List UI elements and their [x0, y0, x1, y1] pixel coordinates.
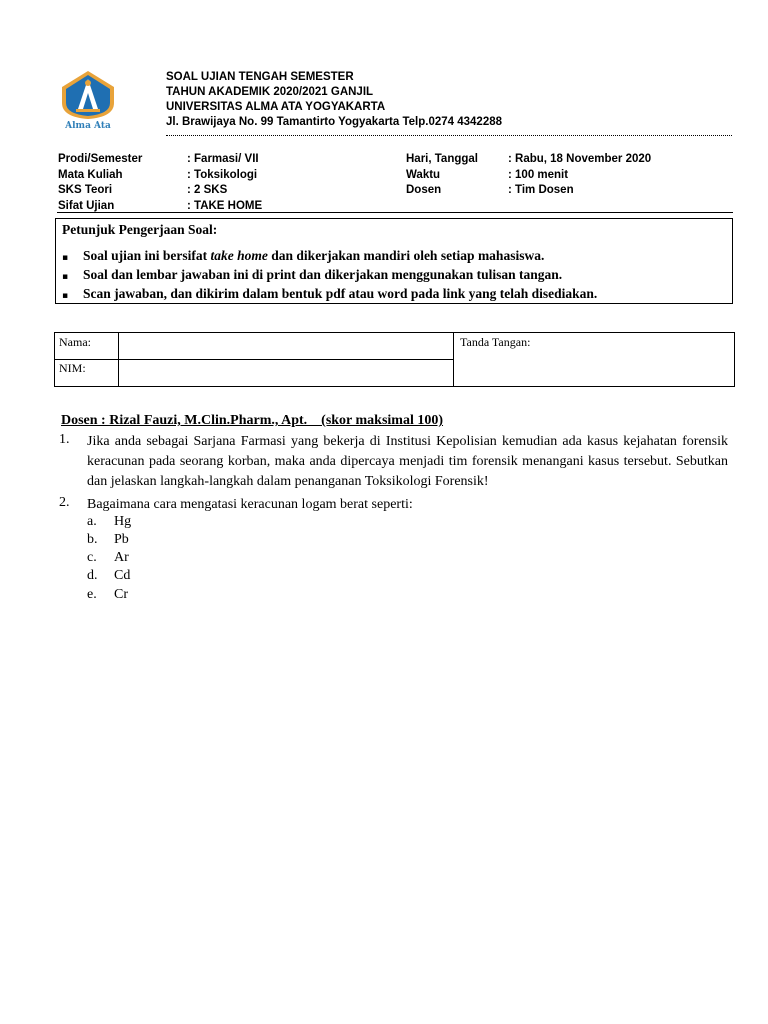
option-item [87, 568, 287, 586]
instructions-list [62, 246, 597, 303]
instruction-text: Soal dan lembar jawaban ini di print dan dikerjakan menggunakan tulisan tangan. [83, 267, 563, 282]
option-letter: c. [87, 550, 97, 565]
info-divider [57, 212, 733, 213]
exam-header [166, 70, 502, 130]
info-value: : 2 SKS [187, 184, 228, 196]
info-value: : Rabu, 18 November 2020 [508, 153, 652, 165]
info-label: Prodi/Semester [58, 153, 143, 165]
option-letter: e. [87, 587, 97, 602]
signature-label: Tanda Tangan: [460, 335, 531, 349]
nim-label: NIM: [59, 361, 86, 375]
nim-field[interactable] [119, 360, 453, 386]
option-item [87, 514, 287, 532]
logo-text: Alma Ata [65, 121, 111, 131]
option-letter: b. [87, 532, 98, 547]
header-address: Jl. Brawijaya No. 99 Tamantirto Yogyakarta Telp.0274 4342288 [166, 116, 503, 128]
question-number: 2. [59, 495, 70, 510]
name-label: Nama: [59, 335, 91, 349]
info-label: Dosen [406, 184, 442, 196]
info-label: Waktu [406, 168, 441, 181]
info-left-values [187, 152, 262, 214]
signature-field[interactable] [454, 349, 734, 386]
info-label: Sifat Ujian [58, 199, 115, 212]
question-number: 1. [59, 432, 70, 447]
option-item [87, 587, 287, 605]
option-letter: a. [87, 514, 97, 529]
identity-table [54, 332, 735, 387]
question-text: Bagaimana cara mengatasi keracunan logam berat seperti: [87, 497, 413, 512]
university-logo [58, 69, 118, 135]
instruction-item [62, 246, 597, 265]
instruction-item [62, 284, 597, 303]
info-label: Mata Kuliah [58, 168, 123, 181]
option-value: Hg [114, 514, 132, 529]
bullet-icon: ▪ [62, 253, 69, 263]
option-value: Cr [114, 587, 128, 602]
info-value: : Toksikologi [187, 168, 258, 181]
info-label: SKS Teori [58, 184, 113, 196]
instruction-text: dan dikerjakan mandiri oleh setiap mahasiswa. [267, 248, 545, 263]
info-label: Hari, Tanggal [406, 153, 478, 165]
info-value: : Tim Dosen [508, 184, 574, 196]
instruction-text: Soal ujian ini bersifat [83, 248, 211, 263]
bullet-icon: ▪ [62, 272, 69, 282]
section-heading: Dosen : Rizal Fauzi, M.Clin.Pharm., Apt. (skor maksimal 100) [61, 413, 444, 428]
option-letter: d. [87, 568, 98, 583]
logo-emblem-icon [58, 69, 118, 121]
info-left-labels [58, 152, 142, 214]
header-academic-year: TAHUN AKADEMIK 2020/2021 GANJIL [166, 86, 374, 98]
option-item [87, 550, 287, 568]
header-university: UNIVERSITAS ALMA ATA YOGYAKARTA [166, 101, 386, 113]
bullet-icon: ▪ [62, 291, 69, 301]
info-right-labels [406, 152, 478, 199]
question-text: Jika anda sebagai Sarjana Farmasi yang bekerja di Institusi Kepolisian kemudian ada kasus kejahatan forensik keracunan pada seorang korban, maka anda dipercaya menjadi tim forensik menangani kasus tersebut. Sebutkan dan jelaskan langkah-langkah dalam penanganan Toksikologi Forensik! [87, 434, 728, 489]
header-title: SOAL UJIAN TENGAH SEMESTER [166, 71, 354, 83]
info-value: : TAKE HOME [187, 199, 263, 212]
option-value: Pb [114, 532, 129, 547]
instruction-text: Scan jawaban, dan dikirim dalam bentuk pdf atau word pada link yang telah disediakan. [83, 286, 598, 301]
option-item [87, 532, 287, 550]
option-value: Ar [114, 550, 129, 565]
info-value: : Farmasi/ VII [187, 153, 259, 165]
instruction-emphasis: take home [210, 248, 268, 263]
instructions-title: Petunjuk Pengerjaan Soal: [62, 222, 218, 237]
info-right-values [508, 152, 651, 199]
option-value: Cd [114, 568, 131, 583]
info-value: : 100 menit [508, 168, 569, 181]
instruction-item [62, 265, 597, 284]
header-divider [166, 135, 732, 136]
name-field[interactable] [119, 333, 453, 359]
instructions-box [55, 218, 733, 304]
